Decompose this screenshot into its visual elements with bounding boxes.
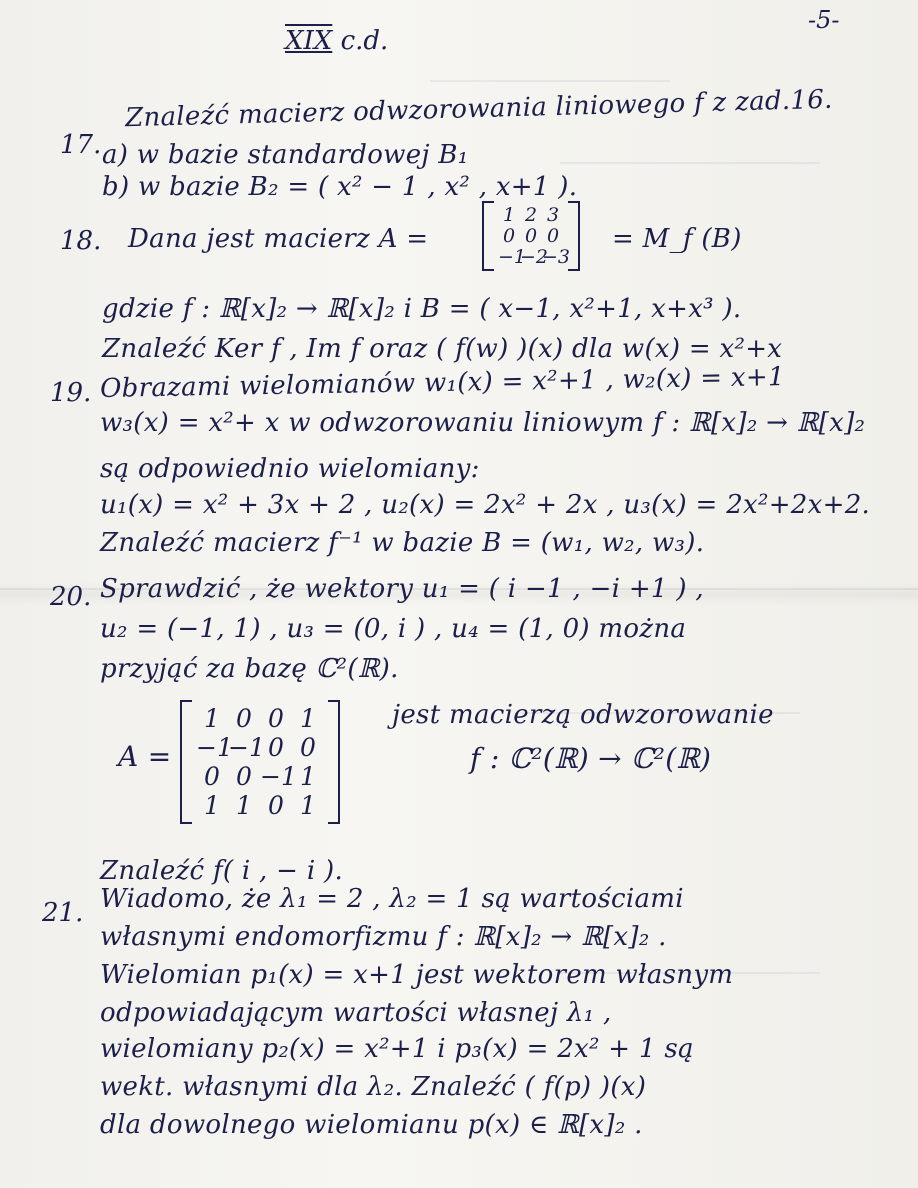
problem-18-line-3: gdzie f : ℝ[x]₂ → ℝ[x]₂ i B = ( x−1, x²+1, x+x³ ). [102,294,742,324]
problem-21-line-5: wielomiany p₂(x) = x²+1 i p₃(x) = 2x² + 1 są [100,1034,694,1064]
matrix-entry: −3 [542,245,571,268]
problem-number-21: 21. [42,898,84,928]
problem-20-line-7: Znaleźć f( i , − i ). [100,856,344,886]
matrix-entry: 0 [268,704,284,733]
problem-21-line-1: Wiadomo, że λ₁ = 2 , λ₂ = 1 są wartościami [100,884,684,914]
problem-20-line-5: jest macierzą odwzorowanie [392,700,774,730]
bleed-through-ghost [560,140,820,164]
matrix-bracket-right [328,700,340,824]
problem-19-line-5: Znaleźć macierz f⁻¹ w bazie B = (w₁, w₂, w₃). [100,528,705,558]
problem-21-line-4: odpowiadającym wartości własnej λ₁ , [100,998,612,1028]
matrix-problem-18 [482,201,580,271]
problem-19-line-1: Obrazami wielomianów w₁(x) = x²+1 , w₂(x) = x+1 [99,362,786,404]
matrix-entry: 0 [268,791,284,820]
matrix-entry: 0 [204,762,220,791]
matrix-entry: 2 [524,203,538,226]
matrix-bracket-right [568,201,580,271]
problem-18-line-2: = M_f (B) [612,224,742,254]
problem-20-line-4: A = [118,740,172,773]
problem-18-line-4: Znaleźć Ker f , Im f oraz ( f(w) )(x) dla w(x) = x²+x [102,334,783,364]
chapter-roman: XIX [285,26,333,56]
problem-17-line-2: a) w bazie standardowej B₁ [102,140,469,170]
matrix-entry: 0 [268,733,284,762]
matrix-entry: 1 [300,704,316,733]
matrix-entry: 0 [524,224,538,247]
matrix-entry: 0 [236,762,252,791]
problem-20-line-6: f : ℂ²(ℝ) → ℂ²(ℝ) [470,742,712,775]
page-title [285,26,388,56]
problem-19-line-3: są odpowiednio wielomiany: [100,454,480,484]
problem-19-line-4: u₁(x) = x² + 3x + 2 , u₂(x) = 2x² + 2x , u₃(x) = 2x²+2x+2. [100,490,871,520]
matrix-entry: 0 [300,733,316,762]
problem-number-19: 19. [50,378,92,408]
matrix-entry: 1 [204,704,220,733]
problem-21-line-2: własnymi endomorfizmu f : ℝ[x]₂ → ℝ[x]₂ . [100,922,667,952]
matrix-problem-20 [180,700,340,824]
problem-20-line-2: u₂ = (−1, 1) , u₃ = (0, i ) , u₄ = (1, 0) można [100,614,687,644]
problem-number-20: 20. [50,582,92,612]
matrix-entry: 3 [546,203,560,226]
matrix-entry: 0 [546,224,560,247]
problem-number-17: 17. [60,130,102,160]
problem-17-line-3: b) w bazie B₂ = ( x² − 1 , x² , x+1 ). [102,172,578,202]
problem-21-line-3: Wielomian p₁(x) = x+1 jest wektorem własnym [100,960,734,990]
matrix-entry: −2 [520,245,549,268]
matrix-entry: −1 [260,762,297,791]
bleed-through-ghost [430,58,670,82]
problem-17-line-1: Znaleźć macierz odwzorowania liniowego f z zad.16. [124,84,834,134]
problem-21-line-6: wekt. własnymi dla λ₂. Znaleźć ( f(p) )(x) [100,1072,647,1102]
problem-number-18: 18. [60,226,102,256]
matrix-cells [494,203,571,268]
problem-20-line-3: przyjąć za bazę ℂ²(ℝ). [100,654,399,684]
matrix-entry: −1 [228,733,265,762]
matrix-entry: 1 [204,791,220,820]
matrix-entry: 1 [300,762,316,791]
matrix-cells [192,704,328,820]
problem-19-line-2: w₃(x) = x²+ x w odwzorowaniu liniowym f : ℝ[x]₂ → ℝ[x]₂ [100,408,866,438]
matrix-entry: 0 [502,224,516,247]
matrix-bracket-left [180,700,192,824]
matrix-entry: 1 [502,203,516,226]
chapter-suffix: c.d. [340,26,389,56]
matrix-bracket-left [482,201,494,271]
matrix-entry: 1 [236,791,252,820]
matrix-entry: 0 [236,704,252,733]
page-number: -5- [808,6,840,34]
matrix-entry: −1 [498,245,527,268]
matrix-entry: 1 [300,791,316,820]
problem-20-line-1: Sprawdzić , że wektory u₁ = ( i −1 , −i +1 ) , [100,574,704,604]
problem-18-line-1: Dana jest macierz A = [128,224,429,254]
problem-21-line-7: dla dowolnego wielomianu p(x) ∈ ℝ[x]₂ . [100,1110,643,1140]
matrix-entry: −1 [196,733,233,762]
